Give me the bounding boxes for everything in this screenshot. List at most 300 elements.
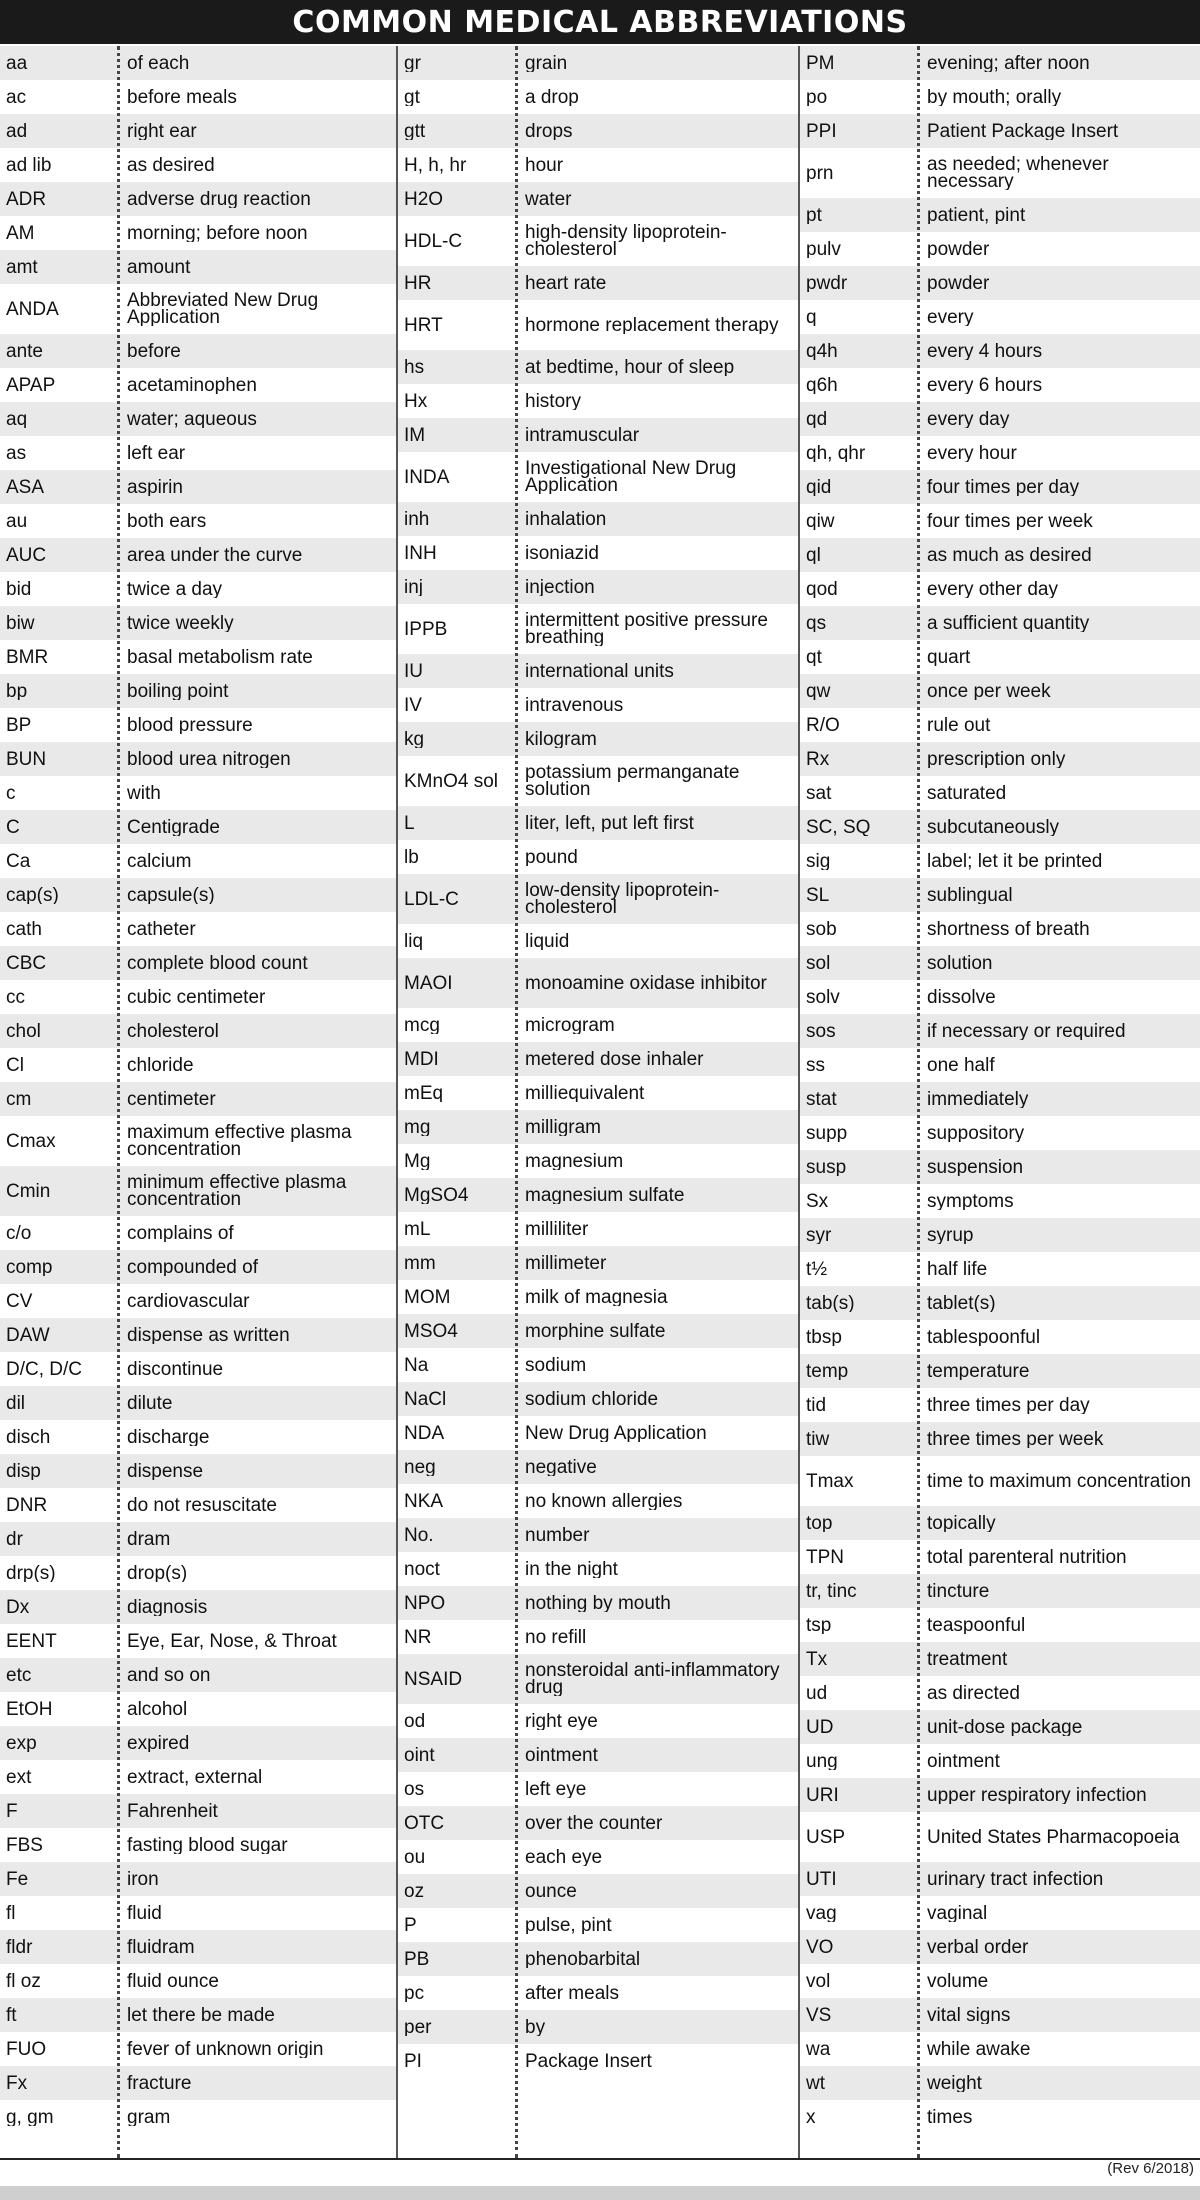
abbreviation: AUC	[6, 546, 47, 564]
definition: minimum effective plasma concentration	[127, 1174, 347, 1208]
abbreviation: drp(s)	[6, 1564, 56, 1582]
table-row	[0, 1082, 396, 1116]
definition: Abbreviated New Drug Application	[127, 292, 319, 326]
table-row	[398, 1008, 798, 1042]
definition: extract, external	[127, 1768, 263, 1786]
table-row	[800, 1642, 1200, 1676]
abbreviation: comp	[6, 1258, 53, 1276]
column-1	[0, 46, 398, 2158]
abbreviation: ft	[6, 2006, 17, 2024]
table-row	[398, 1840, 798, 1874]
definition: cubic centimeter	[127, 988, 266, 1006]
abbreviation: Tmax	[806, 1472, 854, 1490]
definition: injection	[525, 578, 595, 596]
table-row	[0, 1420, 396, 1454]
table-row	[398, 1704, 798, 1738]
definition: cardiovascular	[127, 1292, 250, 1310]
table-row	[398, 452, 798, 502]
table-row	[0, 1998, 396, 2032]
table-row	[0, 1726, 396, 1760]
abbreviation: LDL-C	[404, 890, 459, 908]
table-row	[0, 1048, 396, 1082]
abbreviation: chol	[6, 1022, 41, 1040]
definition: suppository	[927, 1124, 1025, 1142]
abbreviation: PM	[806, 54, 835, 72]
table-row	[0, 674, 396, 708]
table-row	[398, 1110, 798, 1144]
abbreviation: c/o	[6, 1224, 32, 1242]
abbreviation: Hx	[404, 392, 428, 410]
abbreviation: qid	[806, 478, 832, 496]
table-row	[398, 1908, 798, 1942]
definition: area under the curve	[127, 546, 303, 564]
definition: as desired	[127, 156, 215, 174]
definition: temperature	[927, 1362, 1030, 1380]
table-row	[0, 1794, 396, 1828]
abbreviation: H, h, hr	[404, 156, 467, 174]
table-row	[0, 250, 396, 284]
definition: water	[525, 190, 572, 208]
abbreviation: ext	[6, 1768, 32, 1786]
abbreviation: noct	[404, 1560, 440, 1578]
abbreviation: Ca	[6, 852, 31, 870]
abbreviation: q4h	[806, 342, 838, 360]
definition: blood urea nitrogen	[127, 750, 291, 768]
abbreviation: UTI	[806, 1870, 837, 1888]
table-row	[398, 536, 798, 570]
table-row	[398, 1586, 798, 1620]
abbreviation: tr, tinc	[806, 1582, 857, 1600]
definition: solution	[927, 954, 993, 972]
table-row	[398, 1076, 798, 1110]
table-row	[800, 2066, 1200, 2100]
table-row	[800, 674, 1200, 708]
table-row	[398, 1874, 798, 1908]
table-row	[800, 606, 1200, 640]
table-row	[800, 1608, 1200, 1642]
definition: Centigrade	[127, 818, 220, 836]
table-row	[398, 1348, 798, 1382]
abbreviation: NR	[404, 1628, 432, 1646]
table-row	[800, 878, 1200, 912]
abbreviation: SC, SQ	[806, 818, 871, 836]
definition: at bedtime, hour of sleep	[525, 358, 735, 376]
abbreviation: vol	[806, 1972, 831, 1990]
table-row	[0, 946, 396, 980]
definition: by	[525, 2018, 546, 2036]
table-row	[800, 300, 1200, 334]
table-row	[398, 688, 798, 722]
definition: fluid ounce	[127, 1972, 219, 1990]
abbreviation: pwdr	[806, 274, 848, 292]
table-row	[800, 1014, 1200, 1048]
table-row	[800, 114, 1200, 148]
abbreviation: NDA	[404, 1424, 445, 1442]
definition: right ear	[127, 122, 197, 140]
definition: basal metabolism rate	[127, 648, 313, 666]
abbreviation: c	[6, 784, 16, 802]
definition: while awake	[927, 2040, 1031, 2058]
table-row	[0, 334, 396, 368]
definition: adverse drug reaction	[127, 190, 311, 208]
table-row	[398, 1144, 798, 1178]
table-row	[398, 1738, 798, 1772]
abbreviation: EENT	[6, 1632, 57, 1650]
definition: and so on	[127, 1666, 211, 1684]
table-row	[0, 1692, 396, 1726]
abbreviation: Sx	[806, 1192, 829, 1210]
table-row	[800, 1082, 1200, 1116]
abbreviation: mg	[404, 1118, 431, 1136]
definition: potassium permanganate solution	[525, 764, 740, 798]
abbreviation: tbsp	[806, 1328, 842, 1346]
abbreviation: ante	[6, 342, 43, 360]
definition: sublingual	[927, 886, 1013, 904]
definition: every other day	[927, 580, 1058, 598]
definition: nonsteroidal anti-inflammatory drug	[525, 1662, 780, 1696]
table-row	[800, 232, 1200, 266]
table-row	[398, 2044, 798, 2078]
definition: tablespoonful	[927, 1328, 1041, 1346]
definition: fluidram	[127, 1938, 195, 1956]
table-row	[800, 1218, 1200, 1252]
abbreviation: pulv	[806, 240, 841, 258]
table-row	[0, 1454, 396, 1488]
definition: grain	[525, 54, 568, 72]
abbreviation: cap(s)	[6, 886, 59, 904]
abbreviation: oint	[404, 1746, 435, 1764]
table-row	[0, 1556, 396, 1590]
definition: immediately	[927, 1090, 1029, 1108]
table-row	[0, 1318, 396, 1352]
abbreviation: PB	[404, 1950, 430, 1968]
abbreviation: bid	[6, 580, 32, 598]
definition: ointment	[525, 1746, 598, 1764]
abbreviation: DNR	[6, 1496, 48, 1514]
table-row	[800, 1540, 1200, 1574]
abbreviation: cc	[6, 988, 25, 1006]
definition: over the counter	[525, 1814, 663, 1832]
definition: ointment	[927, 1752, 1000, 1770]
table-row	[800, 1116, 1200, 1150]
table-row	[0, 572, 396, 606]
table-row	[398, 1654, 798, 1704]
table-row	[0, 1250, 396, 1284]
definition: sodium	[525, 1356, 587, 1374]
table-row	[0, 980, 396, 1014]
table-row	[0, 1658, 396, 1692]
table-row	[0, 1014, 396, 1048]
table-row	[800, 1930, 1200, 1964]
definition: patient, pint	[927, 206, 1026, 224]
definition: pulse, pint	[525, 1916, 612, 1934]
definition: tablet(s)	[927, 1294, 996, 1312]
abbreviation: qd	[806, 410, 828, 428]
abbreviation: qh, qhr	[806, 444, 866, 462]
definition: milliequivalent	[525, 1084, 645, 1102]
table-row	[0, 1624, 396, 1658]
definition: vaginal	[927, 1904, 988, 1922]
definition: four times per week	[927, 512, 1093, 530]
definition: phenobarbital	[525, 1950, 641, 1968]
definition: fracture	[127, 2074, 192, 2092]
table-row	[800, 1354, 1200, 1388]
abbreviation: PI	[404, 2052, 422, 2070]
table-row	[800, 1676, 1200, 1710]
definition: left eye	[525, 1780, 587, 1798]
definition: blood pressure	[127, 716, 253, 734]
definition: label; let it be printed	[927, 852, 1103, 870]
definition: diagnosis	[127, 1598, 208, 1616]
table-row	[800, 148, 1200, 198]
definition: total parenteral nutrition	[927, 1548, 1127, 1566]
definition: hour	[525, 156, 564, 174]
abbreviation: Cl	[6, 1056, 24, 1074]
abbreviation: pt	[806, 206, 822, 224]
abbreviation: BP	[6, 716, 32, 734]
abbreviation: oz	[404, 1882, 425, 1900]
abbreviation: EtOH	[6, 1700, 53, 1718]
abbreviation: MAOI	[404, 974, 453, 992]
abbreviation: cm	[6, 1090, 32, 1108]
table-row	[0, 402, 396, 436]
abbreviation: aq	[6, 410, 28, 428]
table-row	[0, 284, 396, 334]
table-row	[398, 46, 798, 80]
definition: morphine sulfate	[525, 1322, 666, 1340]
definition: drop(s)	[127, 1564, 188, 1582]
table-row	[800, 1048, 1200, 1082]
abbreviation: FBS	[6, 1836, 43, 1854]
definition: United States Pharmacopoeia	[927, 1828, 1180, 1846]
table-row	[800, 2032, 1200, 2066]
abbreviation: C	[6, 818, 20, 836]
table-row	[398, 1806, 798, 1840]
definition: international units	[525, 662, 674, 680]
definition: as much as desired	[927, 546, 1092, 564]
abbreviation: VO	[806, 1938, 834, 1956]
definition: dram	[127, 1530, 171, 1548]
abbreviation: P	[404, 1916, 417, 1934]
definition: dispense	[127, 1462, 204, 1480]
column-3	[800, 46, 1200, 2158]
abbreviation: tiw	[806, 1430, 830, 1448]
table-row	[800, 742, 1200, 776]
definition: complete blood count	[127, 954, 308, 972]
definition: no known allergies	[525, 1492, 683, 1510]
definition: no refill	[525, 1628, 587, 1646]
definition: capsule(s)	[127, 886, 215, 904]
definition: New Drug Application	[525, 1424, 707, 1442]
abbreviation: ac	[6, 88, 27, 106]
page-title: COMMON MEDICAL ABBREVIATIONS	[0, 0, 1200, 44]
abbreviation: ss	[806, 1056, 825, 1074]
definition: amount	[127, 258, 191, 276]
definition: ounce	[525, 1882, 577, 1900]
definition: Investigational New Drug Application	[525, 460, 737, 494]
definition: fasting blood sugar	[127, 1836, 288, 1854]
table-row	[0, 46, 396, 80]
definition: weight	[927, 2074, 982, 2092]
definition: centimeter	[127, 1090, 216, 1108]
table-row	[800, 402, 1200, 436]
abbreviation: ou	[404, 1848, 426, 1866]
abbreviation: wa	[806, 2040, 831, 2058]
definition: discontinue	[127, 1360, 224, 1378]
definition: sodium chloride	[525, 1390, 659, 1408]
abbreviation: tid	[806, 1396, 827, 1414]
table-row	[800, 572, 1200, 606]
table-row	[398, 756, 798, 806]
abbreviation: x	[806, 2108, 816, 2126]
abbreviation: kg	[404, 730, 425, 748]
definition: high-density lipoprotein-cholesterol	[525, 224, 727, 258]
abbreviation: D/C, D/C	[6, 1360, 82, 1378]
definition: rule out	[927, 716, 991, 734]
table-row	[800, 80, 1200, 114]
definition: verbal order	[927, 1938, 1029, 1956]
table-row	[0, 1284, 396, 1318]
table-row	[0, 1896, 396, 1930]
table-row	[0, 436, 396, 470]
definition: topically	[927, 1514, 996, 1532]
table-row	[800, 1574, 1200, 1608]
table-row	[800, 708, 1200, 742]
definition: liter, left, put left first	[525, 814, 694, 832]
abbreviation: UD	[806, 1718, 834, 1736]
definition: low-density lipoprotein-cholesterol	[525, 882, 720, 916]
definition: treatment	[927, 1650, 1008, 1668]
abbreviation: Na	[404, 1356, 429, 1374]
table-row	[800, 1456, 1200, 1506]
abbreviation: prn	[806, 164, 834, 182]
table-row	[0, 1964, 396, 1998]
definition: as needed; whenever necessary	[927, 156, 1109, 190]
abbreviation: ad	[6, 122, 28, 140]
abbreviation: DAW	[6, 1326, 50, 1344]
table-row	[398, 384, 798, 418]
table-row	[0, 1930, 396, 1964]
definition: fluid	[127, 1904, 162, 1922]
definition: kilogram	[525, 730, 597, 748]
abbreviation: CV	[6, 1292, 33, 1310]
definition: aspirin	[127, 478, 183, 496]
abbreviation: IM	[404, 426, 426, 444]
table-row	[398, 2010, 798, 2044]
abbreviation: AM	[6, 224, 35, 242]
definition: of each	[127, 54, 190, 72]
table-row	[398, 502, 798, 536]
abbreviation: od	[404, 1712, 426, 1730]
table-row	[398, 1314, 798, 1348]
table-row	[0, 1862, 396, 1896]
table-row	[800, 844, 1200, 878]
table-row	[0, 776, 396, 810]
definition: each eye	[525, 1848, 603, 1866]
definition: quart	[927, 648, 971, 666]
table-row	[0, 1828, 396, 1862]
definition: every 6 hours	[927, 376, 1043, 394]
definition: as directed	[927, 1684, 1020, 1702]
abbreviation: R/O	[806, 716, 840, 734]
definition: dilute	[127, 1394, 173, 1412]
abbreviation: susp	[806, 1158, 847, 1176]
abbreviation: HDL-C	[404, 232, 463, 250]
table-row	[398, 1212, 798, 1246]
definition: if necessary or required	[927, 1022, 1126, 1040]
definition: Eye, Ear, Nose, & Throat	[127, 1632, 337, 1650]
definition: intramuscular	[525, 426, 640, 444]
abbreviation: cath	[6, 920, 42, 938]
table-row	[398, 148, 798, 182]
table-row	[398, 840, 798, 874]
definition: intravenous	[525, 696, 624, 714]
definition: maximum effective plasma concentration	[127, 1124, 352, 1158]
table-row	[398, 1484, 798, 1518]
abbreviation: amt	[6, 258, 38, 276]
abbreviation-table	[0, 46, 1200, 2160]
abbreviation: hs	[404, 358, 425, 376]
abbreviation: INH	[404, 544, 437, 562]
table-row	[800, 1286, 1200, 1320]
abbreviation: MgSO4	[404, 1186, 469, 1204]
abbreviation: OTC	[404, 1814, 445, 1832]
table-row	[398, 80, 798, 114]
definition: twice a day	[127, 580, 223, 598]
table-row	[800, 504, 1200, 538]
abbreviation: ASA	[6, 478, 45, 496]
table-row	[0, 708, 396, 742]
definition: subcutaneously	[927, 818, 1060, 836]
table-row	[0, 80, 396, 114]
abbreviation: fl	[6, 1904, 16, 1922]
abbreviation: vag	[806, 1904, 837, 1922]
definition: do not resuscitate	[127, 1496, 277, 1514]
table-row	[0, 2100, 396, 2134]
table-row	[800, 1320, 1200, 1354]
definition: times	[927, 2108, 973, 2126]
abbreviation: gr	[404, 54, 421, 72]
table-row	[800, 1998, 1200, 2032]
definition: every hour	[927, 444, 1017, 462]
table-row	[800, 1422, 1200, 1456]
table-row	[0, 470, 396, 504]
abbreviation: inh	[404, 510, 430, 528]
table-row	[800, 1744, 1200, 1778]
table-row	[398, 604, 798, 654]
definition: a drop	[525, 88, 579, 106]
table-row	[398, 1620, 798, 1654]
abbreviation: g, gm	[6, 2108, 54, 2126]
abbreviation: solv	[806, 988, 840, 1006]
abbreviation: os	[404, 1780, 425, 1798]
table-row	[800, 2100, 1200, 2134]
definition: metered dose inhaler	[525, 1050, 704, 1068]
table-row	[800, 946, 1200, 980]
abbreviation: gt	[404, 88, 420, 106]
table-row	[0, 640, 396, 674]
table-row	[398, 1976, 798, 2010]
abbreviation: IV	[404, 696, 422, 714]
definition: three times per day	[927, 1396, 1090, 1414]
abbreviation: Fx	[6, 2074, 28, 2092]
definition: number	[525, 1526, 590, 1544]
definition: syrup	[927, 1226, 974, 1244]
table-row	[0, 182, 396, 216]
definition: history	[525, 392, 581, 410]
abbreviation: stat	[806, 1090, 837, 1108]
definition: morning; before noon	[127, 224, 308, 242]
